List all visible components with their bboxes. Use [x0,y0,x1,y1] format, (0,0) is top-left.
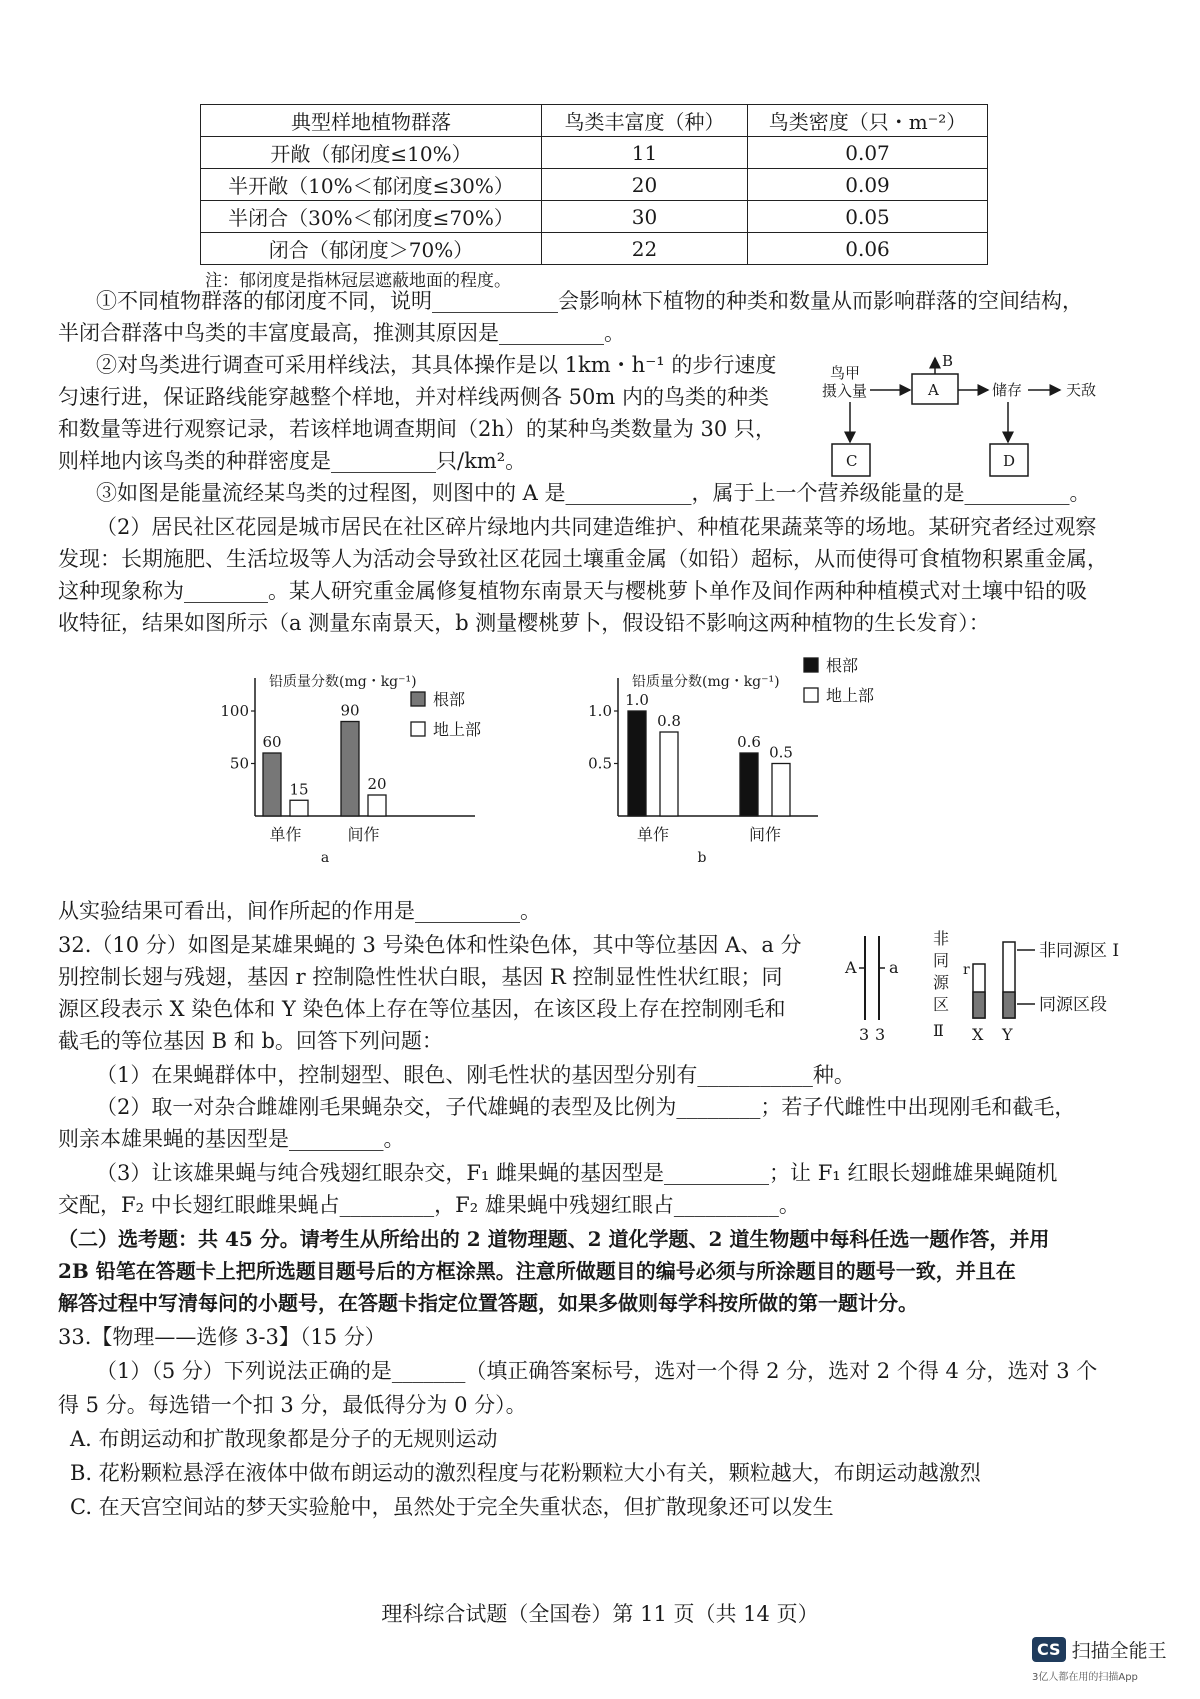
table-cell: 闭合（郁闭度＞70%） [201,233,542,265]
intake-label: 鸟甲 [830,364,861,382]
brand-logo-icon: CS [1032,1637,1066,1662]
bar-根部 [263,753,281,816]
data-label: 1.0 [625,691,649,709]
question-text: 则样地内该鸟类的种群密度是__________只/km²。 [58,449,527,473]
table-note: 注：郁闭度是指林冠层遮蔽地面的程度。 [205,271,511,291]
y-label: Y [1002,1025,1013,1044]
brand-name: 扫描全能王 [1071,1640,1167,1662]
scanner-watermark [1032,1636,1167,1683]
option-a: A. 布朗运动和扩散现象都是分子的无规则运动 [70,1427,498,1451]
enemy-label: 天敌 [1066,381,1097,399]
table-header: 鸟类丰富度（种） [542,105,748,137]
category-label: 间作 [748,825,782,844]
legend-swatch [411,692,425,706]
x-label: X [972,1025,984,1044]
option-b: B. 花粉颗粒悬浮在液体中做布朗运动的激烈程度与花粉颗粒大小有关，颗粒越大，布朗运动越激烈 [70,1461,981,1485]
table-row [201,137,988,169]
nonhomolog-label: Ⅱ [933,1021,944,1040]
table-header: 鸟类密度（只・m⁻²） [748,105,988,137]
category-label: 单作 [636,825,670,844]
bar-地上部 [660,732,678,816]
question-text: 匀速行进，保证路线能穿越整个样地，并对样线两侧各 50m 内的鸟类的种类 [58,385,769,409]
intake-label: 摄入量 [822,382,868,400]
y-tick-label: 50 [229,754,249,773]
question-text: 收特征，结果如图所示（a 测量东南景天，b 测量樱桃萝卜，假设铅不影响这两种植物的生长发育）： [58,611,990,635]
y-tick-label: 1.0 [588,702,612,720]
y-homolog-segment [1003,992,1015,1018]
nonhomolog-label: 源 [933,973,950,992]
question-text: （3）让该雄果蝇与纯合残翅红眼杂交，F₁ 雌果蝇的基因型是__________；让 F₁ 红眼长翅雌雄果蝇随机 [96,1161,1058,1185]
bird-survey-table [200,104,988,265]
question-title: 33.【物理——选修 3-3】（15 分） [58,1325,386,1349]
energy-flow-diagram [810,352,1140,490]
table-row [201,169,988,201]
section-instructions: （二）选考题：共 45 分。请考生从所给出的 2 道物理题、2 道化学题、2 道生物题中每科任选一题作答，并用 [58,1227,1050,1251]
question-text: 则亲本雄果蝇的基因型是_________。 [58,1127,405,1151]
y-axis-label: 铅质量分数(mg・kg⁻¹) [632,674,780,690]
question-text: 这种现象称为________。某人研究重金属修复植物东南景天与樱桃萝卜单作及间作两种种植模式对土壤中铅的吸 [58,579,1087,603]
chr3-label: 3 [875,1025,886,1044]
category-label: 单作 [269,825,302,844]
table-cell: 0.06 [748,233,988,265]
data-label: 20 [367,775,387,793]
table-cell: 半闭合（30%＜郁闭度≤70%） [201,201,542,233]
table-row [201,233,988,265]
question-text: （2）取一对杂合雌雄刚毛果蝇杂交，子代雄蝇的表型及比例为________；若子代雌性中出现刚毛和截毛， [96,1095,1076,1119]
homolog-region-label: 同源区段 [1039,995,1107,1015]
y-axis-label: 铅质量分数(mg・kg⁻¹) [269,674,417,690]
node-B: B [942,352,954,370]
node-A: A [928,381,939,399]
data-label: 90 [340,701,360,720]
nonhomolog-label: 非 [933,929,950,948]
section-instructions: 解答过程中写清每问的小题号，在答题卡指定位置答题，如果多做则每学科按所做的第一题计分。 [58,1291,918,1315]
chart-title: b [697,850,707,866]
nonhomolog-label: 同 [933,951,950,970]
data-label: 0.8 [657,712,681,730]
question-text: 源区段表示 X 染色体和 Y 染色体上存在等位基因，在该区段上存在控制刚毛和 [58,997,786,1021]
nonhomolog-label: 区 [933,995,950,1014]
question-text: （1）在果蝇群体中，控制翅型、眼色、刚毛性状的基因型分别有___________种。 [96,1063,855,1087]
lead-chart-b [582,656,942,894]
question-text: 半闭合群落中鸟类的丰富度最高，推测其原因是__________。 [58,321,625,345]
question-text: ③如图是能量流经某鸟类的过程图，则图中的 A 是____________，属于上一个营养级能量的是__________。 [96,481,1091,505]
table-cell: 22 [542,233,748,265]
node-C: C [846,452,858,470]
table-cell: 0.09 [748,169,988,201]
brand-slogan: 3亿人都在用的扫描App [1032,1672,1138,1683]
chr3-label: 3 [859,1025,870,1044]
region-I-label: 非同源区 I [1039,941,1120,961]
section-instructions: 2B 铅笔在答题卡上把所选题目题号后的方框涂黑。注意所做题目的编号必须与所涂题目的题号一致，并且在 [58,1259,1016,1283]
gene-r: r [963,962,970,978]
table-cell: 30 [542,201,748,233]
table-cell: 0.07 [748,137,988,169]
y-tick-label: 0.5 [588,754,612,773]
lead-chart-a [220,664,545,894]
legend-label: 地上部 [826,686,875,705]
page-footer: 理科综合试题（全国卷）第 11 页（共 14 页） [381,1602,819,1626]
question-text: （1）（5 分）下列说法正确的是_______（填正确答案标号，选对一个得 2 分，选对 2 个得 4 分，选对 3 个 [96,1359,1098,1383]
legend-swatch [411,722,425,736]
bar-地上部 [290,800,308,816]
question-text: 得 5 分。每选错一个扣 3 分，最低得分为 0 分）。 [58,1393,527,1417]
bar-根部 [341,722,359,817]
bar-地上部 [368,795,386,816]
x-homolog-segment [973,992,985,1018]
table-row [201,201,988,233]
table-header-row [201,105,988,137]
table-cell: 20 [542,169,748,201]
legend-label: 地上部 [433,720,482,739]
table-cell: 11 [542,137,748,169]
question-text: 32.（10 分）如图是某雄果蝇的 3 号染色体和性染色体，其中等位基因 A、a 分 [58,933,802,957]
question-text: 和数量等进行观察记录，若该样地调查期间（2h）的某种鸟类数量为 30 只， [58,417,776,441]
bar-地上部 [772,764,790,817]
table-cell: 0.05 [748,201,988,233]
question-text: 截毛的等位基因 B 和 b。回答下列问题： [58,1029,443,1053]
question-text: 发现：长期施肥、生活垃圾等人为活动会导致社区花园土壤重金属（如铅）超标，从而使得可食植物积累重金属， [58,547,1108,571]
option-c: C. 在天宫空间站的梦天实验舱中，虽然处于完全失重状态，但扩散现象还可以发生 [70,1495,834,1519]
legend-label: 根部 [433,690,466,709]
legend-label: 根部 [826,656,859,675]
y-tick-label: 100 [220,702,249,720]
question-text: 从实验结果可看出，间作所起的作用是__________。 [58,899,541,923]
question-text: ①不同植物群落的郁闭度不同，说明____________会影响林下植物的种类和数量从而影响群落的空间结构， [96,289,1083,313]
data-label: 0.5 [769,743,793,762]
data-label: 60 [262,733,282,751]
data-label: 0.6 [737,733,761,751]
data-label: 15 [289,780,309,799]
table-cell: 开敞（郁闭度≤10%） [201,137,542,169]
chart-title: a [320,850,330,866]
bar-根部 [628,711,646,816]
question-text: 交配，F₂ 中长翅红眼雌果蝇占_________，F₂ 雄果蝇中残翅红眼占__________。 [58,1193,800,1217]
legend-swatch [804,688,818,702]
table-header: 典型样地植物群落 [201,105,542,137]
chromosome-diagram [845,928,1175,1052]
table-cell: 半开敞（10%＜郁闭度≤30%） [201,169,542,201]
storage-label: 储存 [992,381,1023,399]
question-text: （2）居民社区花园是城市居民在社区碎片绿地内共同建造维护、种植花果蔬菜等的场地。某研究者经过观察 [96,515,1097,539]
question-text: 别控制长翅与残翅，基因 r 控制隐性性状白眼，基因 R 控制显性性状红眼；同 [58,965,783,989]
category-label: 间作 [347,825,380,844]
legend-swatch [804,658,818,672]
gene-a: a [889,958,899,977]
gene-A: A [845,958,857,977]
question-text: ②对鸟类进行调查可采用样线法，其具体操作是以 1km・h⁻¹ 的步行速度 [96,353,777,377]
node-D: D [1003,452,1016,470]
bar-根部 [740,753,758,816]
